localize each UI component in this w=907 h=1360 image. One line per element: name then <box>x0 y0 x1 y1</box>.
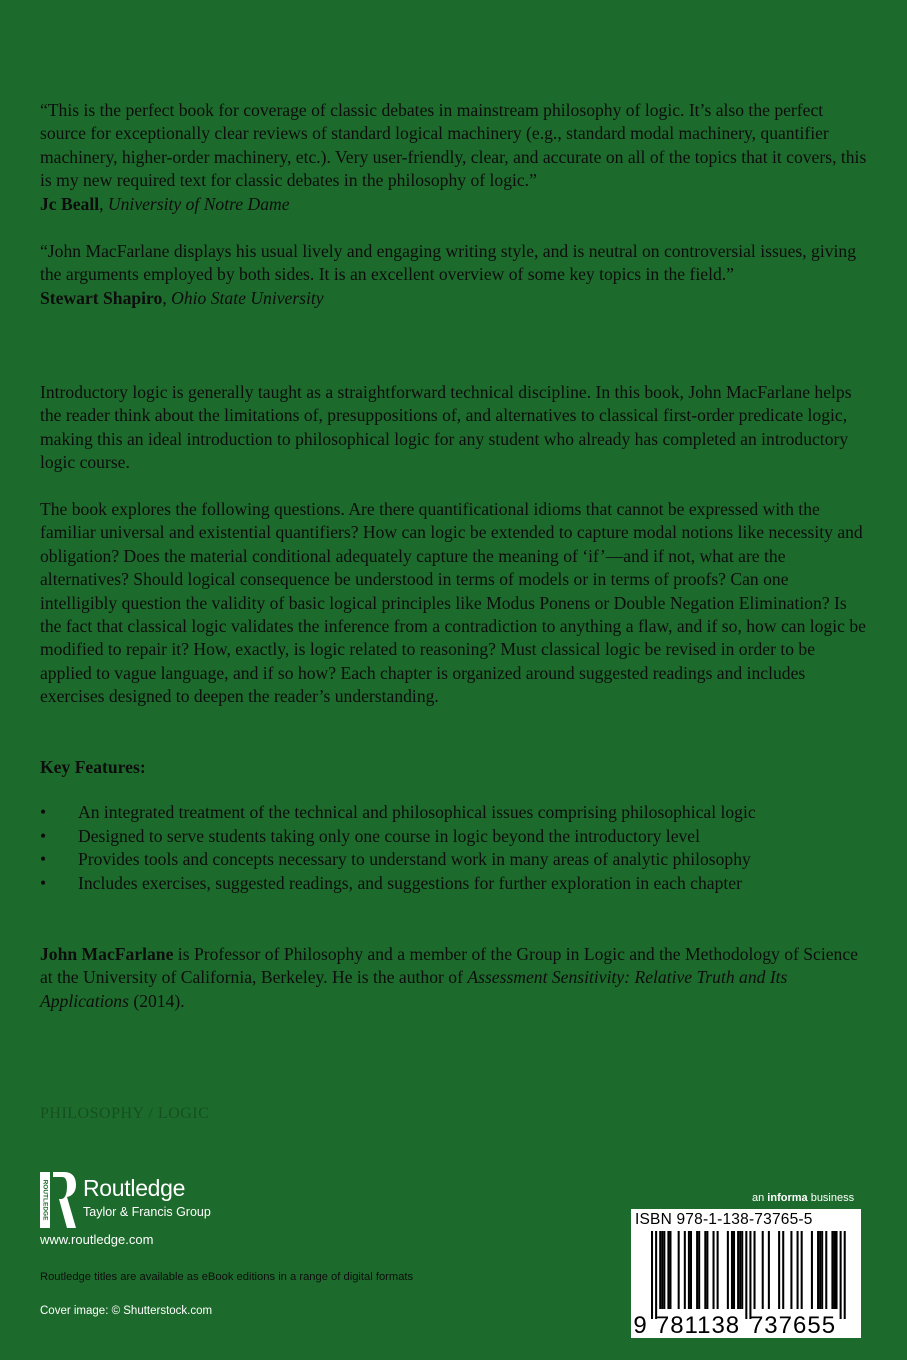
informa-brand: informa <box>767 1192 808 1204</box>
barcode-bar <box>745 1231 747 1319</box>
publisher-url[interactable]: www.routledge.com <box>40 1232 154 1247</box>
list-item: • An integrated treatment of the technical and philosophical issues comprising philosophical logic <box>40 801 880 825</box>
author-name: John MacFarlane <box>40 944 174 964</box>
description-paragraph-2: The book explores the following questions. Are there quantificational idioms that cannot be expressed with the familiar universal and existential quantifiers? How can logic be extended to capture modal notions like necessity and obligation? Does the material conditional adequately capture the meaning of ‘if’—and if not, what are the alternatives? Should logical consequence be understood in terms of models or in terms of proofs? Can one intelligibly question the validity of basic logical principles like Modus Ponens or Double Negation Elimination? Is the fact that classical logic validates the inference from a contradiction to anything a flaw, and if so, how can logic be modified to repair it? How, exactly, is logic related to reasoning? Must classical logic be revised in order to be applied to vague language, and if so how? Each chapter is organized around suggested readings and includes exercises designed to deepen the reader’s understanding. <box>40 499 866 707</box>
routledge-vertical-text: ROUTLEDGE <box>41 1179 49 1221</box>
barcode-bar <box>782 1231 784 1309</box>
barcode-bar <box>696 1231 698 1309</box>
barcode-bar <box>817 1231 819 1309</box>
barcode-bar <box>737 1231 739 1309</box>
routledge-r-icon <box>40 1172 76 1228</box>
barcode-bar <box>801 1231 803 1309</box>
barcode-bar <box>684 1231 686 1309</box>
barcode-bar <box>678 1231 680 1309</box>
barcode-left-group: 781138 <box>655 1312 741 1338</box>
list-item: • Designed to serve students taking only one course in logic beyond the introductory level <box>40 825 880 849</box>
barcode-bar <box>833 1231 835 1309</box>
barcode-bar <box>844 1231 846 1319</box>
routledge-logo <box>40 1172 280 1230</box>
barcode-bar <box>762 1231 764 1309</box>
barcode-bar <box>688 1231 690 1309</box>
list-item: • Includes exercises, suggested readings, and suggestions for further exploration in each chapter <box>40 872 880 896</box>
review-1-quote: “This is the perfect book for coverage of classic debates in mainstream philosophy of logic. It’s also the perfect source for exceptionally clear reviews of standard logical machinery (e.g., standard modal machinery, quantifier machinery, higher-order machinery, etc.). Very user-friendly, clear, and accurate on all of the topics that it covers, this is my new required text for classic debates in the philosophy of logic.” <box>40 100 867 191</box>
key-features-list <box>40 801 880 895</box>
review-2-name: Stewart Shapiro <box>40 287 163 308</box>
author-book-title: Assessment Sensitivity: Relative Truth and Its Applications <box>40 967 788 1011</box>
bullet-icon: • <box>40 849 47 870</box>
ebook-note: Routledge titles are available as eBook editions in a range of digital formats <box>40 1271 414 1283</box>
author-book-year: (2014). <box>128 990 185 1011</box>
review-1: “This is the perfect book for coverage of classic debates in mainstream philosophy of logic. It’s also the perfect source for exceptionally clear reviews of standard logical machinery (e.g., standard modal machinery, quantifier machinery, higher-order machinery, etc.). Very user-friendly, clear, and accurate on all of the topics that it covers, this is my new required text for classic debates in the philosophy of logic.” Jc Beall, University of Notre Dame <box>40 100 867 214</box>
bullet-icon: • <box>40 825 47 846</box>
barcode-bar <box>655 1231 657 1319</box>
barcode-lead-digit: 9 <box>633 1312 647 1338</box>
barcode-bar <box>669 1231 671 1309</box>
barcode-bar <box>667 1231 669 1309</box>
barcode-bar <box>811 1231 813 1309</box>
key-features-heading: Key Features: <box>40 757 146 777</box>
barcode-bar <box>651 1231 653 1319</box>
cover-credit: Cover image: © Shutterstock.com <box>40 1305 213 1317</box>
informa-tagline: an informa business <box>752 1192 855 1204</box>
publisher-name: Routledge <box>83 1175 186 1201</box>
barcode-bar <box>706 1231 708 1309</box>
barcode-bar <box>790 1231 792 1309</box>
barcode-bar <box>819 1231 821 1309</box>
barcode-bar <box>754 1231 756 1309</box>
bullet-icon: • <box>40 872 47 893</box>
barcode-right-group: 737655 <box>749 1312 837 1338</box>
barcode-bar <box>717 1231 719 1309</box>
bullet-icon: • <box>40 802 47 822</box>
barcode-bar <box>831 1231 833 1309</box>
review-1-name: Jc Beall <box>40 193 100 214</box>
list-item: • Provides tools and concepts necessary to understand work in many areas of analytic philosophy <box>40 848 880 872</box>
barcode-bar <box>659 1231 661 1309</box>
barcode-bar <box>690 1231 692 1309</box>
barcode-bar <box>749 1231 751 1319</box>
review-2-institution: Ohio State University <box>171 287 324 308</box>
barcode-bar <box>840 1231 842 1319</box>
barcode-bar <box>778 1231 780 1309</box>
barcode-bar <box>698 1231 700 1309</box>
publisher-group: Taylor & Francis Group <box>83 1205 211 1219</box>
barcode-bar <box>739 1231 741 1309</box>
barcode-bar <box>704 1231 706 1309</box>
barcode-bar <box>821 1231 823 1309</box>
barcode-bar <box>727 1231 729 1309</box>
barcode-bar <box>661 1231 663 1309</box>
barcode-bar <box>836 1231 838 1309</box>
author-bio <box>40 943 870 1013</box>
barcode-bars <box>651 1231 846 1319</box>
barcode-bar <box>733 1231 735 1309</box>
author-bio-text: is Professor of Philosophy and a member of the Group in Logic and the Methodology of Science at the University of California, Berkeley. He is the author of <box>40 944 858 988</box>
barcode-bar <box>741 1231 743 1309</box>
isbn-barcode <box>631 1209 861 1338</box>
review-2-quote: “John MacFarlane displays his usual lively and engaging writing style, and is neutral on controversial issues, giving the arguments employed by both sides. It is an excellent overview of some key topics in the field.” <box>40 241 857 285</box>
barcode-bar <box>797 1231 799 1309</box>
subject-category: PHILOSOPHY / LOGIC <box>40 1105 210 1122</box>
isbn-label: ISBN 978-1-138-73765-5 <box>635 1211 813 1228</box>
review-1-institution: University of Notre Dame <box>107 193 290 214</box>
barcode-bar <box>713 1231 715 1309</box>
review-2: “John MacFarlane displays his usual lively and engaging writing style, and is neutral on controversial issues, giving the arguments employed by both sides. It is an excellent overview of some key topics in the field.” Stewart Shapiro, Ohio State University <box>40 241 857 308</box>
barcode-bar <box>825 1231 827 1309</box>
barcode-bar <box>663 1231 665 1309</box>
barcode-bar <box>768 1231 770 1309</box>
barcode-bar <box>731 1231 733 1309</box>
description-paragraph-1: Introductory logic is generally taught as a straightforward technical discipline. In this book, John MacFarlane helps the reader think about the limitations of, presuppositions of, and alternatives to classical first-order predicate logic, making this an ideal introduction to philosophical logic for any student who already has completed an introductory logic course. <box>40 382 852 473</box>
